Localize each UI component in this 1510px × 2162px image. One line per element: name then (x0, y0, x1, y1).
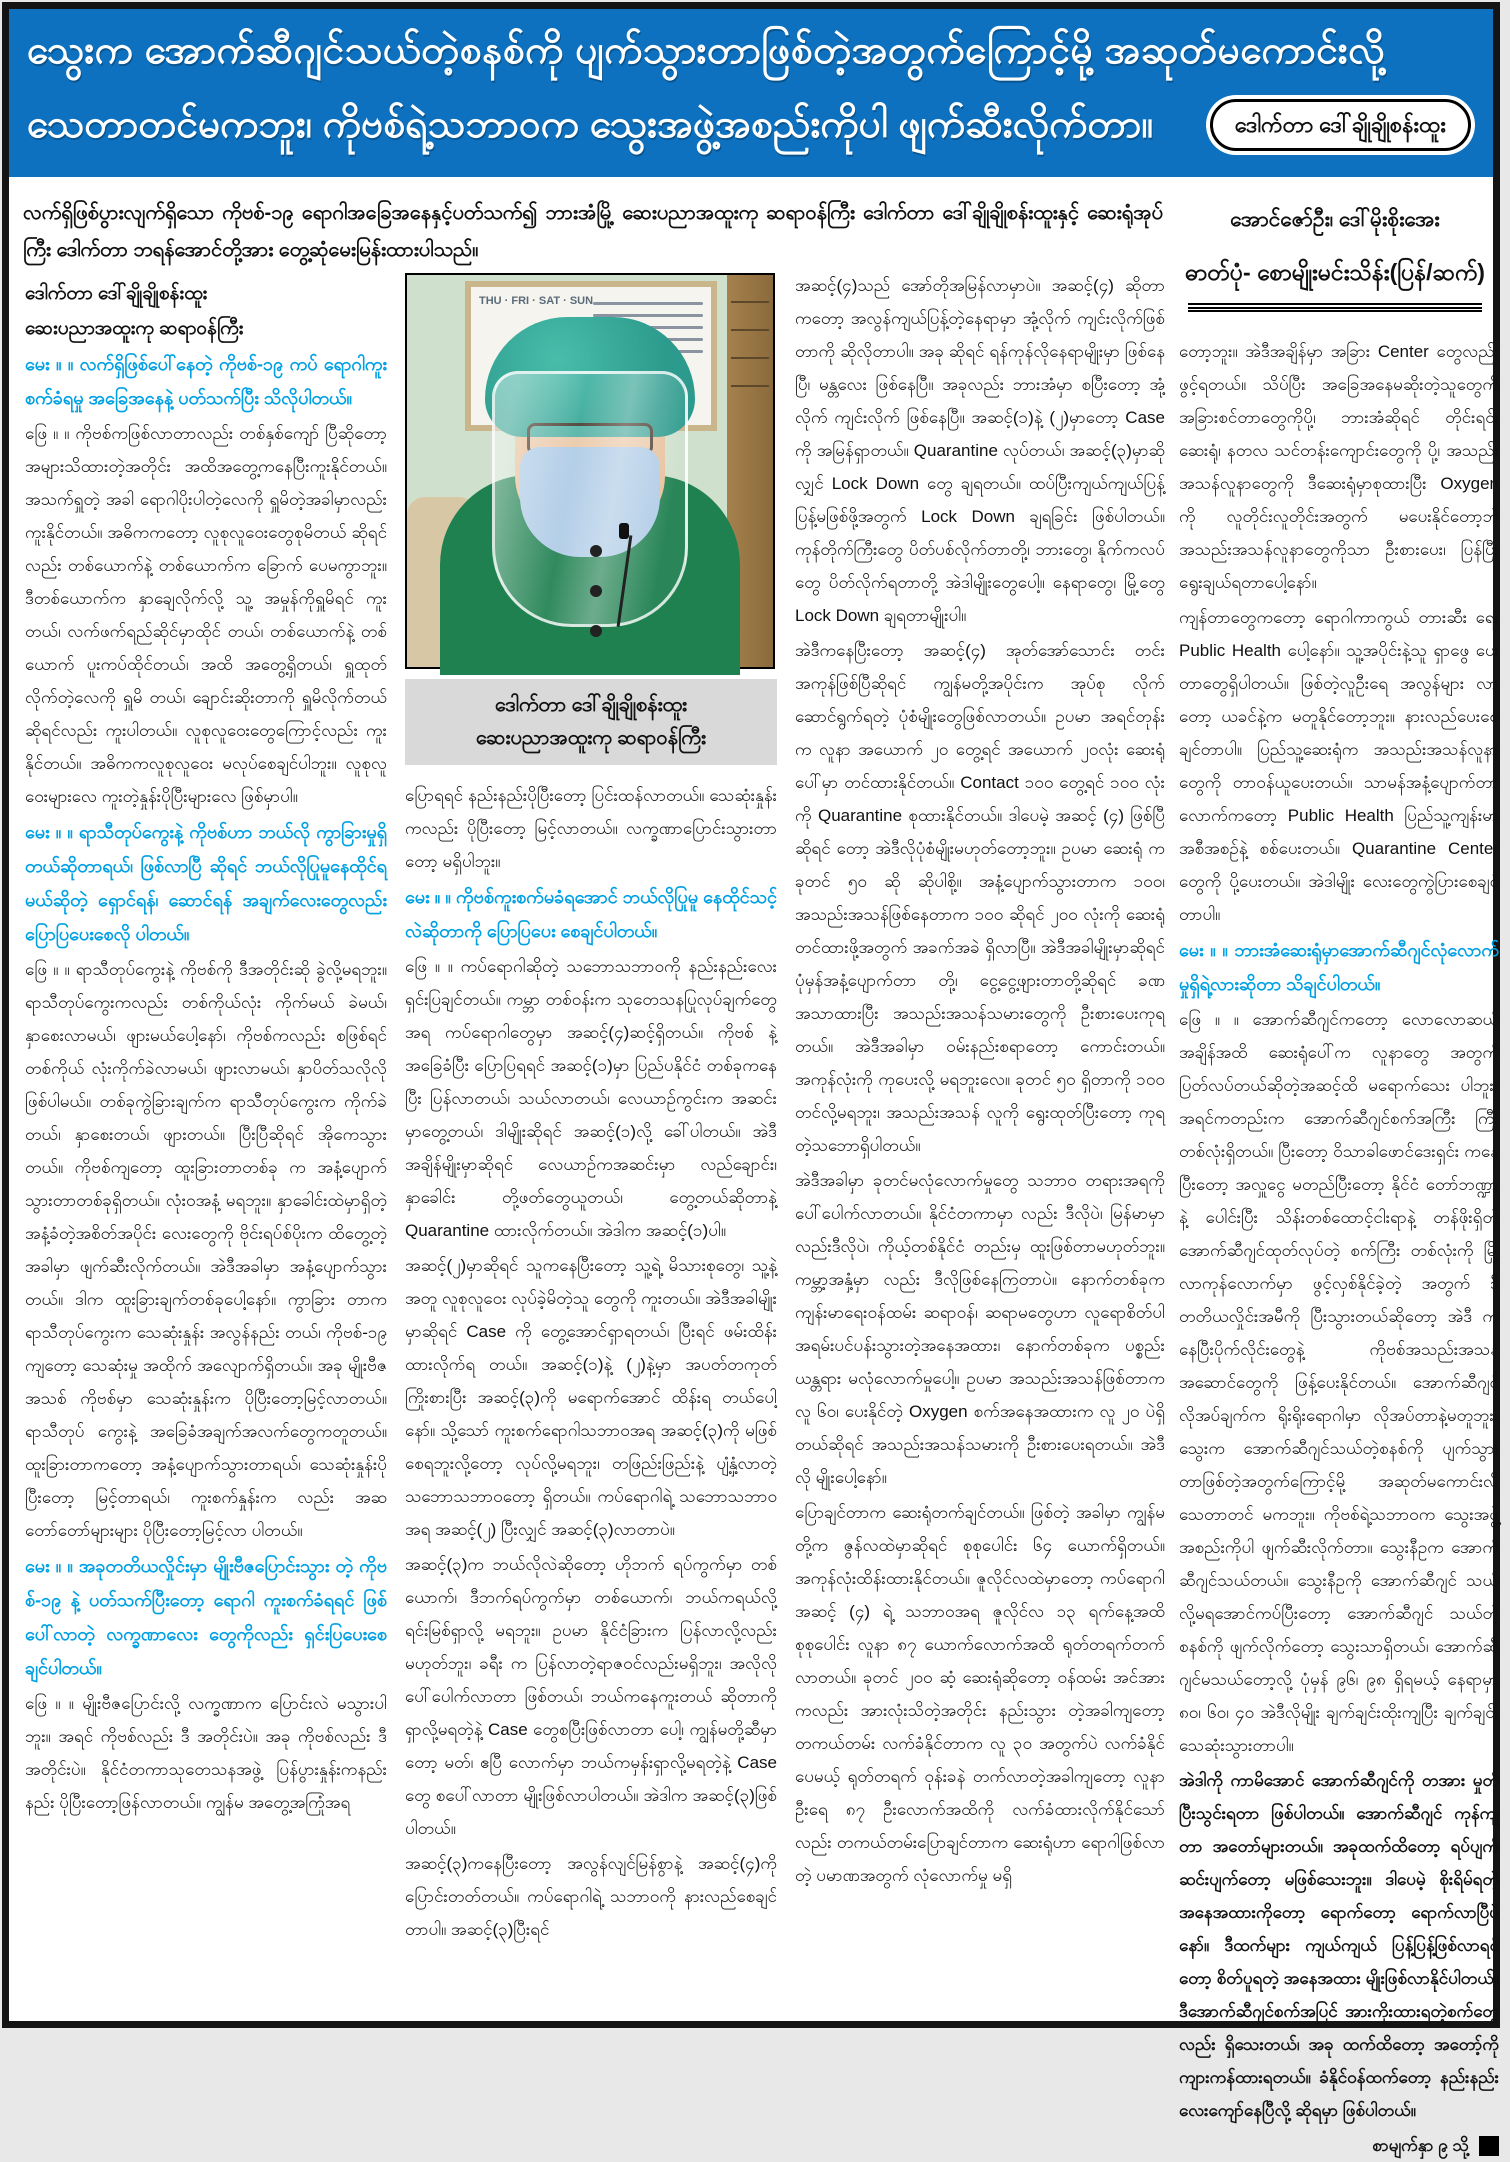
question-2: မေး ။ ။ ရာသီတုပ်ကွေးနဲ့ ကိုဗစ်ဟာ ဘယ်လို ကွာခြားမှုရှိတယ်ဆိုတာရယ်၊ ဖြစ်လာပြီ ဆိုရင် ဘယ်လိုပြုမူနေထိုင်ရမယ်ဆိုတဲ့ ရှောင်ရန်၊ ဆောင်ရန် အချက်လေးတွေလည်း ပြောပြပေးစေလို ပါတယ်။ (25, 822, 387, 944)
answer-1: ဖြေ ။ ။ ကိုဗစ်ကဖြစ်လာတာလည်း တစ်နှစ်ကျော် ပြီဆိုတော့ အများသိထားတဲ့အတိုင်း အထိအတွေ့ကနေပြီးကူးနိုင်တယ်။ အသက်ရှူတဲ့ အခါ ရောဂါပိုးပါတဲ့လေကို ရှူမိတဲ့အခါမှာလည်း ကူးနိုင်တယ်။ အဓိကကတော့ လူစုလူဝေးတွေစုမိတယ် ဆိုရင်လည်း တစ်ယောက်နဲ့ တစ်ယောက်က ခြောက် ပေမကွာဘူး။ ဒီတစ်ယောက်က နှာချေလိုက်လို့ သူ့ အမှုန်ကိုရှူမိရင် ကူးတယ်၊ လက်ဖက်ရည်ဆိုင်မှာထိုင် တယ်၊ တစ်ယောက်နဲ့ တစ်ယောက် ပူးကပ်ထိုင်တယ်၊ အထိ အတွေ့ရှိတယ်၊ ရှူထုတ်လိုက်တဲ့လေကို ရှူမိ တယ်၊ ချောင်းဆိုးတာကို ရှူမိလိုက်တယ်ဆိုရင်လည်း ကူးပါတယ်။ လူစုလူဝေးတွေကြောင့်လည်း ကူးနိုင်တယ်။ အဓိကကလူစုလူဝေး မလုပ်စေချင်ပါဘူး။ လူစုလူဝေးများလေ ကူးတဲ့နှုန်းပိုပြီးများလေ ဖြစ်မှာပါ။ (25, 424, 387, 806)
newspaper-page (2, 2, 1500, 2155)
article-paragraph: အဲဒီကနေပြီးတော့ အဆင့်(၄) အုတ်အော်သောင်း တင်း အကုန်ဖြစ်ပြီဆိုရင် ကျွန်မတို့အပိုင်းက အုပ်စု လိုက် ဆောင်ရွက်ရတဲ့ ပုံစံမျိုးတွေဖြစ်လာတယ်။ ဥပမာ အရင်တုန်းက လူနာ အယောက် ၂၀ တွေ့ရင် အယောက် ၂၀လုံး ဆေးရုံပေါ်မှာ တင်ထားနိုင်တယ်။ Contact ၁၀၀ တွေ့ရင် ၁၀၀ လုံးကို Quarantine စုထားနိုင်တယ်။ ဒါပေမဲ့ အဆင့် (၄) ဖြစ်ပြီဆိုရင် တော့ အဲဒီလိုပုံစံမျိုးမဟုတ်တော့ဘူး။ ဥပမာ ဆေးရုံ က ခုတင် ၅၀ ဆို ဆိုပါစို့။ အနံ့ပျောက်သွားတာက ၁၀၀၊ အသည်းအသန်ဖြစ်နေတာက ၁၀၀ ဆိုရင် ၂၀၀ လုံးကို ဆေးရုံတင်ထားဖို့အတွက် အခက်အခဲ ရှိလာပြီ။ အဲဒီအခါမျိုးမှာဆိုရင် ပုံမှန်အနံ့ပျောက်တာ တို့၊ ငွေ့ငွေ့ဖျားတာတို့ဆိုရင် ခဏအသာထားပြီး အသည်းအသန်သမားတွေကို ဦးစားပေးကုရတယ်။ အဲဒီအခါမှာ ဝမ်းနည်းစရာတော့ ကောင်းတယ်။ အကုန်လုံးကို ကုပေးလို့ မရဘူးလေ။ ခုတင် ၅၀ ရှိတာကို ၁၀၀ တင်လို့မရဘူး၊ အသည်းအသန် လူကို ရွေးထုတ်ပြီးတော့ ကုရတဲ့သဘောရှိပါတယ်။ (795, 641, 1165, 1155)
column-2 (405, 273, 777, 1993)
answer-5: ဖြေ ။ ။ အောက်ဆီဂျင်ကတော့ လောလောဆယ် အချိန်အထိ ဆေးရုံပေါ်က လူနာတွေ အတွက် ပြတ်လပ်တယ်ဆိုတဲ့အဆင့်ထိ မရောက်သေး ပါဘူး။ အရင်ကတည်းက အောက်ဆီဂျင်စက်အကြီး ကြီးတစ်လုံးရှိတယ်။ ပြီးတော့ ဝိသာခါဖောင်ဒေးရှင်း ကနေပြီးတော့ အလှူငွေ မတည်ပြီးတော့ နိုင်ငံ တော်ဘဏ္ဍာနဲ့ ပေါင်းပြီး သိန်းတစ်ထောင့်ငါးရာနဲ့ တန်ဖိုးရှိတဲ့ အောက်ဆီဂျင်ထုတ်လုပ်တဲ့ စက်ကြီး တစ်လုံးကို မြို့လာကုန်လောက်မှာ ဖွင့်လှစ်နိုင်ခဲ့တဲ့ အတွက် ဒီတတိယလှိုင်းအမီကို ပြီးသွားတယ်ဆိုတော့ အဲဒီ ကနေပြီးပိုက်လိုင်းတွေနဲ့ ကိုဗစ်အသည်းအသန် အဆောင်တွေကို ဖြန့်ပေးနိုင်တယ်။ အောက်ဆီဂျင် လိုအပ်ချက်က ရိုးရိုးရောဂါမှာ လိုအပ်တာနဲ့မတူဘူး။ သွေးက အောက်ဆီဂျင်သယ်တဲ့စနစ်ကို ပျက်သွား တာဖြစ်တဲ့အတွက်ကြောင့်မို့ အဆုတ်မကောင်းလို့ သေတာတင် မကဘူး။ ကိုဗစ်ရဲ့သဘာဝက သွေးအဖွဲ့ အစည်းကိုပါ ဖျက်ဆီးလိုက်တာ။ သွေးနီဥက အောက်ဆီဂျင်သယ်တယ်။ သွေးနီဥကို အောက်ဆီဂျင် သယ်လို့မရအောင်ကပ်ပြီးတော့ အောက်ဆီဂျင် သယ်တဲ့စနစ်ကို ဖျက်လိုက်တော့ သွေးသာရှိတယ်၊ အောက်ဆီဂျင်မသယ်တော့လို့ ပုံမှန် ၉၆၊ ၉၈ ရှိရမယ့် နေရာမှာ ၈၀၊ ၆၀၊ ၄၀ အဲဒီလိုမျိုး ချက်ချင်းထိုးကျပြီး ချက်ချင်းသေဆုံးသွားတာပါ။ (1179, 1010, 1499, 1755)
article-paragraph: ကျန်တာတွေကတော့ ရောဂါကာကွယ် တားဆီး ရေး Public Health ပေါ့နော်။ သူ့အပိုင်းနဲ့သူ ရှာဖွေ ပေးတာတွေရှိပါတယ်။ ဖြစ်တဲ့လူဦးရေ အလွန်များ လာတော့ ယခင်နဲ့က မတူနိုင်တော့ဘူး။ နားလည်ပေးစေချင်တာပါ။ ပြည်သူ့ဆေးရုံက အသည်းအသန်လူနာတွေကို တာဝန်ယူပေးတယ်။ သာမန်အနံ့ပျောက်တာလောက်ကတော့ Public Health ပြည်သူ့ကျန်းမာအစီအစဉ်နဲ့ စစ်ပေးတယ်။ Quarantine Center တွေကို ပို့ပေးတယ်။ အဲဒါမျိုး လေးတွေကွဲပြားစေချင်တာပါ။ (1179, 608, 1499, 924)
headline-line-1: သွေးက အောက်ဆီဂျင်သယ်တဲ့စနစ်ကို ပျက်သွားတာဖြစ်တဲ့အတွက်ကြောင့်မို့ အဆုတ်မကောင်းလို့ (27, 29, 1386, 72)
scrub-button (590, 625, 602, 637)
photo-caption-line-1: ဒေါက်တာ ဒေါ်ချိုချိုစန်းထူး (495, 694, 687, 716)
end-of-article-square (1479, 2136, 1499, 2156)
question-5: မေး ။ ။ ဘားအံဆေးရုံမှာအောက်ဆီဂျင်လုံလောက် မှုရှိရဲ့လားဆိုတာ သိချင်ပါတယ်။ (1179, 940, 1499, 994)
headline-line-2: သေတာတင်မကဘူး၊ ကိုဗစ်ရဲ့သဘာဝက သွေးအဖွဲ့အစည်းကိုပါ ဖျက်ဆီးလိုက်တာ။ (27, 103, 1154, 146)
column-1 (25, 277, 387, 1993)
column-4 (1179, 335, 1499, 2155)
answer-4: ဖြေ ။ ။ ကပ်ရောဂါဆိုတဲ့ သဘောသဘာဝကို နည်းနည်းလေးရှင်းပြချင်တယ်။ ကမ္ဘာ တစ်ဝန်းက သုတေသနပြုလုပ်ချက်တွေအရ ကပ်ရောဂါတွေမှာ အဆင့်(၄)ဆင့်ရှိတယ်။ ကိုဗစ် နဲ့ အခြေခံပြီး ပြောပြရရင် အဆင့်(၁)မှာ ပြည်ပနိုင်ငံ တစ်ခုကနေပြီး ပြန်လာတယ်၊ သယ်လာတယ်၊ လေယာဉ်ကွင်းက အဆင်းမှာတွေ့တယ်၊ ဒါမျိုးဆိုရင် အဆင့်(၁)လို့ ခေါ်ပါတယ်။ အဲဒီအချိန်မျိုးမှာဆိုရင် လေယာဉ်ကအဆင်းမှာ လည်ချောင်း၊ နှာခေါင်း တို့ဖတ်တွေယူတယ်၊ တွေ့တယ်ဆိုတာနဲ့ Quarantine ထားလိုက်တယ်။ အဲဒါက အဆင့်(၁)ပါ။ (405, 957, 777, 1240)
interviewee-title: ဆေးပညာအထူးကု ဆရာဝန်ကြီး (25, 318, 244, 339)
article-paragraph: အဆင့်(၃)က ဘယ်လိုလဲဆိုတော့ ဟိုဘက် ရပ်ကွက်မှာ တစ်ယောက်၊ ဒီဘက်ရပ်ကွက်မှာ တစ်ယောက်၊ ဘယ်ကရယ်လို့ ရင်းမြစ်ရှာလို့ မရဘူး။ ဥပမာ နိုင်ငံခြားက ပြန်လာလို့လည်းမဟုတ်ဘူး၊ ခရီး က ပြန်လာတဲ့ရာဇဝင်လည်းမရှိဘူး၊ အလိုလို ပေါ်ပေါက်လာတာ ဖြစ်တယ်၊ ဘယ်ကနေကူးတယ် ဆိုတာကို ရှာလို့မရတဲ့နဲ့ Case တွေစပြီးဖြစ်လာတာ ပေါ့၊ ကျွန်မတို့ဆီမှာတော့ မတ်၊ ဧပြီ လောက်မှာ ဘယ်ကမှန်းရှာလို့မရတဲ့နဲ့ Case တွေ စပေါ်လာတာ မျိုးဖြစ်လာပါတယ်။ အဲဒါက အဆင့်(၃)ဖြစ်ပါတယ်။ (405, 1555, 777, 1838)
column-3 (795, 269, 1165, 1993)
whiteboard-schedule-text: THU · FRI · SAT · SUN (479, 295, 594, 307)
closing-paragraph: အဲဒါကို ကာမိအောင် အောက်ဆီဂျင်ကို တအား မှုတ်ပြီးသွင်းရတာ ဖြစ်ပါတယ်။ အောက်ဆီဂျင် ကုန်ကျတာ အတော်များတယ်။ အခုထက်ထိတော့ ရပ်ပျက်ဆင်းပျက်တော့ မဖြစ်သေးဘူး။ ဒါပေမဲ့ စိုးရိမ်ရတဲ့အနေအထားကိုတော့ ရောက်တော့ ရောက်လာပြီပဲနော်။ ဒီထက်များ ကျယ်ကျယ် ပြန့်ပြန့်ဖြစ်လာရင်တော့ စိတ်ပူရတဲ့ အနေအထား မျိုးဖြစ်လာနိုင်ပါတယ်။ ဒီအောက်ဆီဂျင်စက်အပြင် အားကိုးထားရတဲ့စက်တွေလည်း ရှိသေးတယ်၊ အခု ထက်ထိတော့ အတော့်ကို ကျားကန်ထားရတယ်။ ခံနိုင်ဝန်ထက်တော့ နည်းနည်းလေးကျော်နေပြီလို့ ဆိုရမှာ ဖြစ်ပါတယ်။ (1179, 1771, 1499, 2120)
continuation-row (1179, 2129, 1499, 2162)
intro-paragraph: လက်ရှိဖြစ်ပွားလျက်ရှိသော ကိုဗစ်-၁၉ ရောဂါအခြေအနေနှင့်ပတ်သက်၍ ဘားအံမြို့ ဆေးပညာအထူးကု ဆရာဝန်ကြီး ဒေါက်တာ ဒေါ်ချိုချိုစန်းထူးနှင့် ဆေးရုံအုပ်ကြီး ဒေါက်တာ ဘရန်အောင်တို့အား တွေ့ဆုံမေးမြန်းထားပါသည်။ (23, 202, 1163, 261)
clip-microphone (619, 523, 629, 539)
byline-divider (1188, 303, 1482, 312)
byline-block (1175, 205, 1495, 312)
interviewee-name: ဒေါက်တာ ဒေါ်ချိုချိုစန်းထူး (25, 283, 208, 304)
question-4: မေး ။ ။ ကိုဗစ်ကူးစက်မခံရအောင် ဘယ်လိုပြုမူ နေထိုင်သင့်လဲဆိုတာကို ပြောပြပေး စေချင်ပါတယ်။ (405, 887, 777, 941)
article-paragraph: အဆင့်(၂)မှာဆိုရင် သူကနေပြီးတော့ သူ့ရဲ့ မိသားစုတွေ၊ သူ့နဲ့အတူ လူစုလူဝေး လုပ်ခဲ့မိတဲ့သူ တွေကို ကူးတယ်။ အဲဒီအခါမျိုးမှာဆိုရင် Case ကို တွေ့အောင်ရှာရတယ်၊ ပြီးရင် ဖမ်းထိန်းထားလိုက်ရ တယ်။ အဆင့်(၁)နဲ့ (၂)နဲ့မှာ အပတ်တကုတ် ကြိုးစားပြီး အဆင့်(၃)ကို မရောက်အောင် ထိန်းရ တယ်ပေါ့နော်။ သို့သော် ကူးစက်ရောဂါသဘာဝအရ အဆင့်(၃)ကို မဖြစ်စေရဘူးလို့တော့ လုပ်လို့မရဘူး၊ တဖြည်းဖြည်းနဲ့ ပျံ့နှံ့လာတဲ့ သဘောသဘာဝတော့ ရှိတယ်။ ကပ်ရောဂါရဲ့ သဘောသဘာဝအရ အဆင့်(၂) ပြီးလျှင် အဆင့်(၃)လာတာပဲ။ (405, 1256, 777, 1539)
photo-caption-line-2: ဆေးပညာအထူးကု ဆရာဝန်ကြီး (476, 727, 706, 749)
photo-caption (405, 679, 777, 765)
article-paragraph: အဲဒီအခါမှာ ခုတင်မလုံလောက်မှုတွေ သဘာဝ တရားအရကို ပေါ်ပေါက်လာတယ်။ နိုင်ငံတကာမှာ လည်း ဒီလိုပဲ၊ မြန်မာမှာလည်းဒီလိုပဲ၊ ကိုယ့်တစ်နိုင်ငံ တည်းမှ ထူးဖြစ်တာမဟုတ်ဘူး။ ကမ္ဘာ့အနှံ့မှာ လည်း ဒီလိုဖြစ်နေကြတာပဲ။ နောက်တစ်ခုက ကျန်းမာရေးဝန်ထမ်း ဆရာဝန်၊ ဆရာမတွေဟာ လူရောစိတ်ပါ အရမ်းပင်ပန်းသွားတဲ့အနေအထား၊ နောက်တစ်ခုက ပစ္စည်းယန္တရား မလုံလောက်မှုပေါ့။ ဥပမာ အသည်းအသန်ဖြစ်တာက လူ ၆၀၊ ပေးနိုင်တဲ့ Oxygen စက်အနေအထားက လူ ၂၀ ပဲရှိတယ်ဆိုရင် အသည်းအသန်သမားကို ဦးစားပေးရတယ်။ အဲဒီလို မျိုးပေါ့နော်။ (795, 1171, 1165, 1487)
answer-2: ဖြေ ။ ။ ရာသီတုပ်ကွေးနဲ့ ကိုဗစ်ကို ဒီအတိုင်းဆို ခွဲလို့မရဘူး။ ရာသီတုပ်ကွေးကလည်း တစ်ကိုယ်လုံး ကိုက်မယ် ခဲမယ်၊ နှာစေးလာမယ်၊ ဖျားမယ်ပေါ့နော်၊ ကိုဗစ်ကလည်း စဖြစ်ရင် တစ်ကိုယ် လုံးကိုက်ခဲလာမယ်၊ ဖျားလာမယ်၊ နှာပိတ်သလိုလို ဖြစ်ပါမယ်။ တစ်ခုကွဲခြားချက်က ရာသီတုပ်ကွေးက ကိုက်ခဲတယ်၊ နှာစေးတယ်၊ ဖျားတယ်။ ပြီးပြီဆိုရင် အိုကေသွားတယ်။ ကိုဗစ်ကျတော့ ထူးခြားတာတစ်ခု က အနံ့ပျောက်သွားတာတစ်ခုရှိတယ်။ လုံးဝအနံ့ မရဘူး။ နှာခေါင်းထဲမှာရှိတဲ့ အနံ့ခံတဲ့အစိတ်အပိုင်း လေးတွေကို ဗိုင်းရပ်စ်ပိုးက ထိတွေ့တဲ့အခါမှာ ဖျက်ဆီးလိုက်တယ်။ အဲဒီအခါမှာ အနံ့ပျောက်သွား တယ်။ ဒါက ထူးခြားချက်တစ်ခုပေါ့နော်။ ကွာခြား တာက ရာသီတုပ်ကွေးက သေဆုံးနှုန်း အလွန်နည်း တယ်၊ ကိုဗစ်-၁၉ ကျတော့ သေဆုံးမှု အထိုက် အလျောက်ရှိတယ်။ အခု မျိုးဗီဇအသစ် ကိုဗစ်မှာ သေဆုံးနှုန်းက ပိုပြီးတော့မြင့်လာတယ်။ ရာသီတုပ် ကွေးနဲ့ အခြေခံအချက်အလက်တွေကတူတယ်။ ထူးခြားတာကတော့ အနံ့ပျောက်သွားတာရယ်၊ သေဆုံးနှုန်းပိုပြီးတော့ မြင့်တာရယ်၊ ကူးစက်နှုန်းက လည်း အဆတော်တော်များများ ပိုပြီးတော့မြင့်လာ ပါတယ်။ (25, 960, 387, 1540)
article-paragraph: ပြောရရင် နည်းနည်းပိုပြီးတော့ ပြင်းထန်လာတယ်။ သေဆုံးနှုန်းကလည်း ပိုပြီးတော့ မြင့်လာတယ်။ လက္ခဏာပြောင်းသွားတာတော့ မရှိပါဘူး။ (405, 786, 777, 871)
byline-photo-credit: ဓာတ်ပုံ- စောမျိုးမင်းသိန်း(ပြန်/ဆက်) (1185, 259, 1485, 285)
article-paragraph: အဆင့်(၄)သည် အော်တိုအမြန်လာမှာပဲ။ အဆင့်(၄) ဆိုတာကတော့ အလွန်ကျယ်ပြန့်တဲ့နေရာမှာ အုံ့လိုက် ကျင်းလိုက်ဖြစ်တာကို ဆိုလိုတာပါ။ အခု ဆိုရင် ရန်ကုန်လိုနေရာမျိုးမှာ ဖြစ်နေပြီ၊ မန္တလေး ဖြစ်နေပြီ။ အခုလည်း ဘားအံမှာ စပြီးတော့ အုံ့လိုက် ကျင်းလိုက် ဖြစ်နေပြီ။ အဆင့်(၁)နဲ့ (၂)မှာတော့ Case ကို အမြန်ရှာတယ်။ Quarantine လုပ်တယ်၊ အဆင့်(၃)မှာဆိုလျှင် Lock Down တွေ ချရတယ်။ ထပ်ပြီးကျယ်ကျယ်ပြန့်ပြန့်မဖြစ်ဖို့အတွက် Lock Down ချရခြင်း ဖြစ်ပါတယ်။ ကုန်တိုက်ကြီးတွေ ပိတ်ပစ်လိုက်တာတို့၊ ဘားတွေ၊ နိုက်ကလပ်တွေ ပိတ်လိုက်ရတာတို့ အဲဒါမျိုးတွေပေါ့။ နေရာတွေ၊ မြို့တွေ Lock Down ချရတာမျိုးပါ။ (795, 276, 1165, 625)
headline-banner (9, 9, 1493, 177)
article-paragraph: အဆင့်(၃)ကနေပြီးတော့ အလွန်လျင်မြန်စွာနဲ့ အဆင့်(၄)ကို ပြောင်းတတ်တယ်။ ကပ်ရောဂါရဲ့ သဘာဝကို နားလည်စေချင်တာပါ။ အဆင့်(၃)ပြီးရင် (405, 1854, 777, 1939)
question-3: မေး ။ ။ အခုတတိယလှိုင်းမှာ မျိုးဗီဇပြောင်းသွား တဲ့ ကိုဗစ်-၁၉ နဲ့ ပတ်သက်ပြီးတော့ ရောဂါ ကူးစက်ခံရရင် ဖြစ်ပေါ်လာတဲ့ လက္ခဏာလေး တွေကိုလည်း ရှင်းပြပေးစေချင်ပါတယ်။ (25, 1556, 387, 1678)
article-paragraph: ပြောချင်တာက ဆေးရုံတက်ချင်တယ်။ ဖြစ်တဲ့ အခါမှာ ကျွန်မတို့က ဇွန်လထဲမှာဆိုရင် စုစုပေါင်း ၆၄ ယောက်ရှိတယ်။ အကုန်လုံးထိန်းထားနိုင်တယ်။ ဇူလိုင်လထဲမှာတော့ ကပ်ရောဂါ အဆင့် (၄) ရဲ့ သဘာဝအရ ဇူလိုင်လ ၁၃ ရက်နေ့အထိ စုစုပေါင်း လူနာ ၈၇ ယောက်လောက်အထိ ရုတ်တရက်တက် လာတယ်။ ခုတင် ၂၀၀ ဆံ့ ဆေးရုံဆိုတော့ ဝန်ထမ်း အင်အားကလည်း အားလုံးသိတဲ့အတိုင်း နည်းသွား တဲ့အခါကျတော့ တကယ်တမ်း လက်ခံနိုင်တာက လူ ၃၀ အတွက်ပဲ လက်ခံနိုင်ပေမယ့် ရုတ်တရက် ဝုန်းခနဲ တက်လာတဲ့အခါကျတော့ လူနာဦးရေ ၈၇ ဦးလောက်အထိကို လက်ခံထားလိုက်နိုင်သော် လည်း တကယ်တမ်းပြောချင်တာက ဆေးရုံဟာ ရောဂါဖြစ်လာတဲ့ ပမာဏအတွက် လုံလောက်မှု မရှိ (795, 1503, 1165, 1885)
doctor-name-badge: ဒေါက်တာ ဒေါ်ချိုချိုစန်းထူး (1210, 99, 1471, 151)
question-1: မေး ။ ။ လက်ရှိဖြစ်ပေါ်နေတဲ့ ကိုဗစ်-၁၉ ကပ် ရောဂါကူးစက်ခံရမှု အခြေအနေနဲ့ ပတ်သက်ပြီး သိလိုပါတယ်။ (25, 354, 387, 408)
doctor-photo (405, 273, 775, 669)
continuation-note: စာမျက်နှာ ၉ သို့ (1372, 2136, 1469, 2155)
scrub-button (590, 585, 602, 597)
byline-authors: အောင်ဇော်ဦး၊ ဒေါ်မိုးစိုးအေး (1230, 208, 1440, 231)
article-paragraph: တော့ဘူး။ အဲဒီအချိန်မှာ အခြား Center တွေလည်း ဖွင့်ရတယ်။ သိပ်ပြီး အခြေအနေမဆိုးတဲ့သူတွေကို အခြားစင်တာတွေကိုပို့၊ ဘားအံဆိုရင် တိုင်းရင်း ဆေးရုံ၊ နတလ သင်တန်းကျောင်းတွေကို ပို့၊ အသည်း အသန်လူနာတွေကို ဒီဆေးရုံမှာစုထားပြီး Oxygen ကို လူတိုင်းလူတိုင်းအတွက် မပေးနိုင်တော့ဘဲ အသည်းအသန်လူနာတွေကိုသာ ဦးစားပေး၊ ပြန်ပြီး ရွေးချယ်ရတာပေါ့နော်။ (1179, 342, 1499, 592)
scrub-button (590, 545, 602, 557)
answer-3: ဖြေ ။ ။ မျိုးဗီဇပြောင်းလို့ လက္ခဏာက ပြောင်းလဲ မသွားပါဘူး။ အရင် ကိုဗစ်လည်း ဒီ အတိုင်းပဲ။ အခု ကိုဗစ်လည်း ဒီအတိုင်းပဲ။ နိုင်ငံတကာသုတေသနအဖွဲ့ ပြန်ပွားနှုန်းကနည်းနည်း ပိုပြီးတော့ဖြန်လာတယ်။ ကျွန်မ အတွေ့အကြုံအရ (25, 1694, 387, 1812)
